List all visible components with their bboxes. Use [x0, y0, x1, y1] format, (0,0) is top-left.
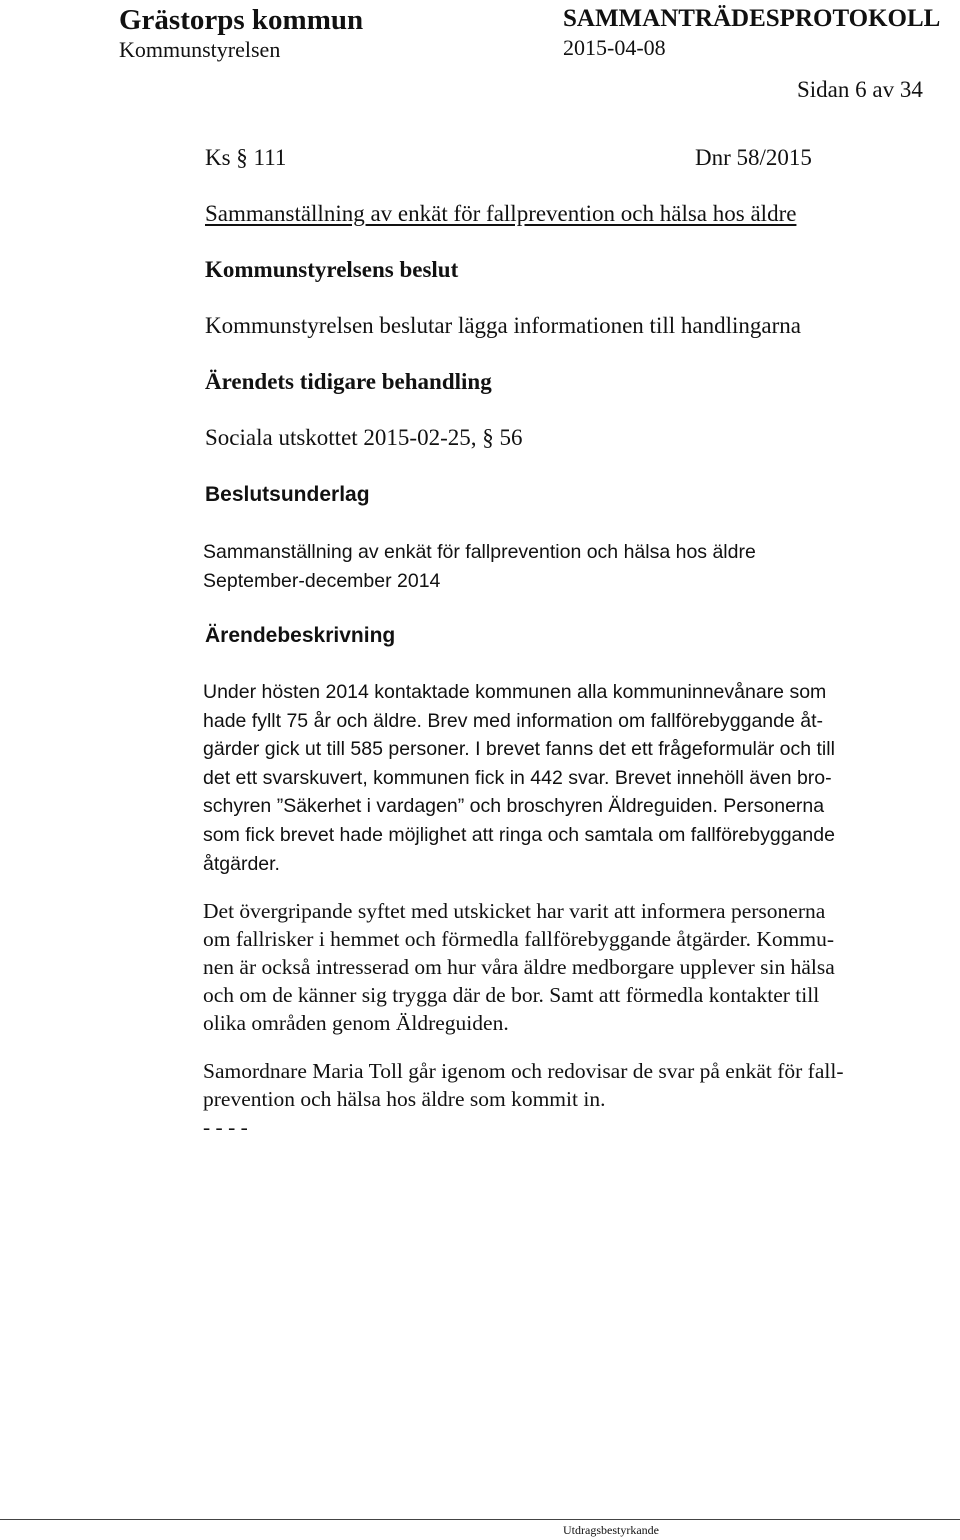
certification-label: Utdragsbestyrkande	[563, 1523, 659, 1537]
basis-line: September-december 2014	[203, 570, 441, 592]
description-line: hade fyllt 75 år och äldre. Brev med information om fallförebyggande åt-	[203, 709, 824, 732]
presenter-line: prevention och hälsa hos äldre som kommit in.	[203, 1087, 606, 1111]
description-line: som fick brevet hade möjlighet att ringa och samtala om fallförebyggande	[203, 823, 835, 846]
description-line: Under hösten 2014 kontaktade kommunen alla kommuninnevånare som	[203, 681, 827, 703]
description-heading: Ärendebeskrivning	[205, 624, 396, 647]
footer-rule	[0, 1519, 960, 1520]
decision-text: Kommunstyrelsen beslutar lägga informationen till handlingarna	[205, 313, 801, 338]
description-line: det ett svarskuvert, kommunen fick in 442 svar. Brevet innehöll även bro-	[203, 766, 832, 789]
presenter-paragraph	[203, 1057, 933, 1141]
organization-name: Grästorps kommun	[119, 4, 364, 36]
case-paragraph-number: Ks § 111	[205, 145, 287, 170]
document-type: SAMMANTRÄDESPROTOKOLL	[563, 5, 941, 32]
description-paragraph	[203, 678, 933, 878]
purpose-line: Det övergripande syftet med utskicket har varit att informera personerna	[203, 899, 826, 923]
purpose-line: om fallrisker i hemmet och förmedla fallförebyggande åtgärder. Kommu-	[203, 927, 835, 951]
document-date: 2015-04-08	[563, 35, 666, 60]
organization-unit: Kommunstyrelsen	[119, 37, 281, 62]
description-line: gärder gick ut till 585 personer. I brevet fanns det ett frågeformulär och till	[203, 738, 835, 761]
description-line: åtgärder.	[203, 852, 280, 875]
decision-heading: Kommunstyrelsens beslut	[205, 257, 459, 282]
purpose-line: nen är också intresserad om hur våra äldre medborgare upplever sin hälsa	[203, 955, 835, 979]
purpose-paragraph	[203, 897, 933, 1037]
history-heading: Ärendets tidigare behandling	[205, 369, 492, 394]
basis-line: Sammanställning av enkät för fallprevention och hälsa hos äldre	[203, 541, 756, 563]
presenter-line: Samordnare Maria Toll går igenom och redovisar de svar på enkät för fall-	[203, 1059, 844, 1083]
case-title: Sammanställning av enkät för fallprevention och hälsa hos äldre	[205, 201, 797, 226]
description-line: schyren ”Säkerhet i vardagen” och broschyren Äldreguiden. Personerna	[203, 795, 825, 818]
purpose-line: och om de känner sig trygga där de bor. Samt att förmedla kontakter till	[203, 983, 820, 1007]
basis-heading: Beslutsunderlag	[205, 483, 370, 506]
end-marker: - - - -	[203, 1115, 248, 1139]
purpose-line: olika områden genom Äldreguiden.	[203, 1011, 509, 1035]
history-text: Sociala utskottet 2015-02-25, § 56	[205, 425, 523, 450]
page-number: Sidan 6 av 34	[797, 77, 923, 102]
case-diary-number: Dnr 58/2015	[695, 145, 812, 170]
